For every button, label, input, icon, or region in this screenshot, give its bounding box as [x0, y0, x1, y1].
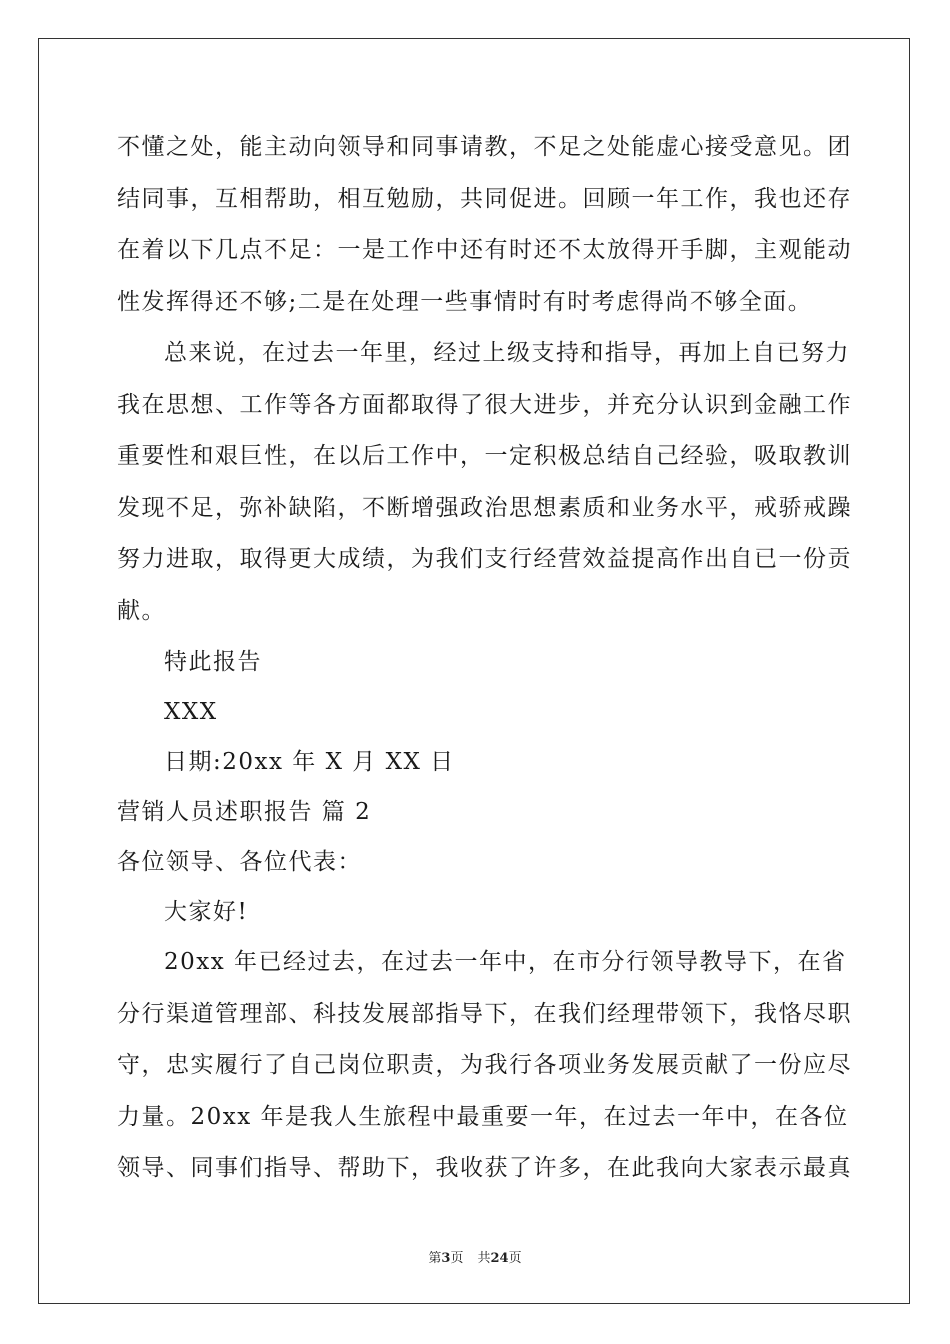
section-heading: 营销人员述职报告 篇 2 — [117, 799, 372, 825]
text-line: 重要性和艰巨性，在以后工作中，一定积极总结自己经验，吸取教训 — [117, 443, 852, 469]
total-prefix: 共 — [477, 1251, 491, 1266]
paragraph-1 — [117, 128, 852, 334]
text-line: 结同事，互相帮助，相互勉励，共同促进。回顾一年工作，我也还存 — [117, 185, 852, 212]
text-line: 分行渠道管理部、科技发展部指导下，在我们经理带领下，我恪尽职 — [117, 1000, 852, 1027]
text-line: 总来说，在过去一年里，经过上级支持和指导，再加上自已努力 — [164, 340, 850, 366]
total-pages: 24 — [490, 1251, 509, 1266]
text-line: 领导、同事们指导、帮助下，我收获了许多，在此我向大家表示最真 — [117, 1155, 852, 1181]
text-line: 20xx 年已经过去，在过去一年中，在市分行领导教导下，在省 — [164, 949, 847, 975]
page-footer — [0, 1247, 950, 1266]
total-suffix: 页 — [508, 1251, 522, 1266]
text-line: 发现不足，弥补缺陷，不断增强政治思想素质和业务水平，戒骄戒躁 — [117, 494, 852, 521]
document-body — [117, 128, 852, 1201]
text-line: 我在思想、工作等各方面都取得了很大进步，并充分认识到金融工作 — [117, 391, 852, 418]
paragraph-3 — [117, 943, 852, 1201]
signature: XXX — [164, 699, 218, 725]
text-line: 献。 — [117, 597, 166, 624]
salutation: 各位领导、各位代表： — [117, 849, 362, 875]
page-suffix: 页 — [450, 1251, 464, 1266]
text-line: 努力进取，取得更大成绩，为我们支行经营效益提高作出自已一份贡 — [117, 546, 852, 572]
report-date: 日期:20xx 年 X 月 XX 日 — [164, 749, 455, 775]
text-line: 性发挥得还不够;二是在处理一些事情时有时考虑得尚不够全面。 — [117, 288, 813, 315]
text-line: 守，忠实履行了自己岗位职责，为我行各项业务发展贡献了一份应尽 — [117, 1052, 852, 1078]
text-line: 力量。20xx 年是我人生旅程中最重要一年，在过去一年中，在各位 — [117, 1103, 849, 1130]
report-label: 特此报告 — [164, 649, 262, 675]
paragraph-2 — [117, 334, 852, 643]
text-line: 在着以下几点不足：一是工作中还有时还不太放得开手脚，主观能动 — [117, 237, 852, 263]
page-number: 3 — [441, 1251, 451, 1266]
page-prefix: 第 — [428, 1251, 442, 1266]
text-line: 不懂之处，能主动向领导和同事请教，不足之处能虚心接受意见。团 — [117, 134, 852, 160]
greeting: 大家好! — [164, 899, 249, 925]
